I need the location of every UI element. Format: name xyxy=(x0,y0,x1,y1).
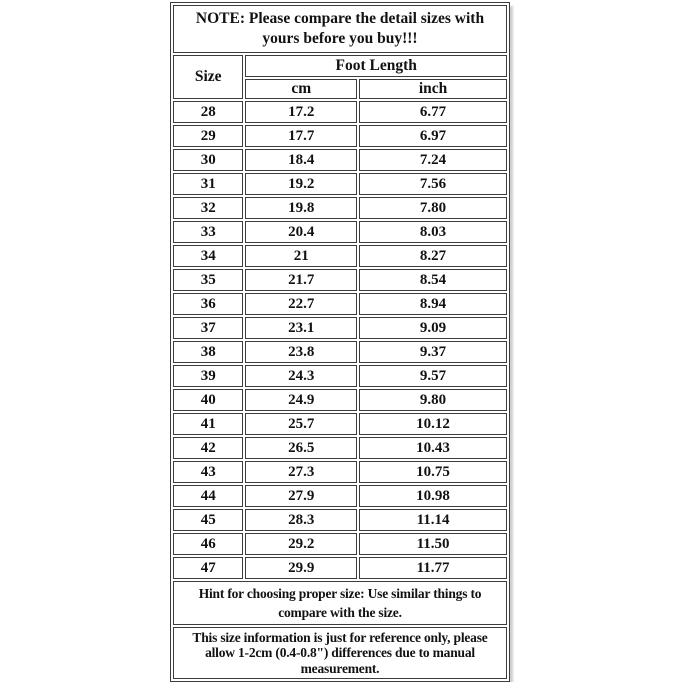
size-column-header: Size xyxy=(173,55,243,99)
size-cell: 34 xyxy=(173,245,243,267)
size-cell: 33 xyxy=(173,221,243,243)
note-row xyxy=(173,5,507,53)
table-row xyxy=(173,197,507,219)
inch-cell: 6.97 xyxy=(359,125,507,147)
header-row-main xyxy=(173,55,507,77)
size-cell: 41 xyxy=(173,413,243,435)
table-row xyxy=(173,389,507,411)
size-cell: 47 xyxy=(173,557,243,579)
size-cell: 46 xyxy=(173,533,243,555)
table-row xyxy=(173,317,507,339)
inch-cell: 7.80 xyxy=(359,197,507,219)
cm-cell: 27.3 xyxy=(245,461,357,483)
size-cell: 37 xyxy=(173,317,243,339)
cm-cell: 25.7 xyxy=(245,413,357,435)
table-row xyxy=(173,221,507,243)
cm-cell: 21.7 xyxy=(245,269,357,291)
size-cell: 36 xyxy=(173,293,243,315)
inch-cell: 10.43 xyxy=(359,437,507,459)
size-cell: 44 xyxy=(173,485,243,507)
cm-cell: 22.7 xyxy=(245,293,357,315)
inch-column-header: inch xyxy=(359,79,507,99)
table-row xyxy=(173,149,507,171)
size-cell: 35 xyxy=(173,269,243,291)
cm-cell: 23.8 xyxy=(245,341,357,363)
inch-cell: 9.80 xyxy=(359,389,507,411)
foot-length-header: Foot Length xyxy=(245,55,507,77)
size-cell: 43 xyxy=(173,461,243,483)
cm-cell: 24.9 xyxy=(245,389,357,411)
disclaimer-text: This size information is just for reference only, please allow 1-2cm (0.4-0.8") differences due to manual measurement. xyxy=(173,627,507,679)
size-cell: 31 xyxy=(173,173,243,195)
cm-cell: 23.1 xyxy=(245,317,357,339)
table-row xyxy=(173,557,507,579)
disclaimer-row xyxy=(173,627,507,679)
size-cell: 38 xyxy=(173,341,243,363)
hint-row xyxy=(173,581,507,625)
table-row xyxy=(173,245,507,267)
inch-cell: 8.27 xyxy=(359,245,507,267)
table-row xyxy=(173,461,507,483)
size-cell: 32 xyxy=(173,197,243,219)
cm-cell: 19.8 xyxy=(245,197,357,219)
inch-cell: 7.56 xyxy=(359,173,507,195)
inch-cell: 10.98 xyxy=(359,485,507,507)
size-cell: 30 xyxy=(173,149,243,171)
inch-cell: 8.03 xyxy=(359,221,507,243)
inch-cell: 9.37 xyxy=(359,341,507,363)
table-row xyxy=(173,365,507,387)
cm-cell: 21 xyxy=(245,245,357,267)
table-row xyxy=(173,101,507,123)
size-cell: 39 xyxy=(173,365,243,387)
table-row xyxy=(173,341,507,363)
cm-cell: 27.9 xyxy=(245,485,357,507)
inch-cell: 8.94 xyxy=(359,293,507,315)
inch-cell: 9.57 xyxy=(359,365,507,387)
inch-cell: 8.54 xyxy=(359,269,507,291)
inch-cell: 6.77 xyxy=(359,101,507,123)
table-row xyxy=(173,533,507,555)
inch-cell: 9.09 xyxy=(359,317,507,339)
cm-cell: 17.2 xyxy=(245,101,357,123)
table-row xyxy=(173,173,507,195)
cm-cell: 18.4 xyxy=(245,149,357,171)
size-chart-table xyxy=(170,2,510,682)
table-row xyxy=(173,485,507,507)
table-row xyxy=(173,269,507,291)
cm-cell: 28.3 xyxy=(245,509,357,531)
size-cell: 42 xyxy=(173,437,243,459)
inch-cell: 11.50 xyxy=(359,533,507,555)
inch-cell: 7.24 xyxy=(359,149,507,171)
cm-column-header: cm xyxy=(245,79,357,99)
inch-cell: 10.12 xyxy=(359,413,507,435)
table-row xyxy=(173,413,507,435)
size-cell: 29 xyxy=(173,125,243,147)
table-row xyxy=(173,509,507,531)
table-row xyxy=(173,437,507,459)
cm-cell: 26.5 xyxy=(245,437,357,459)
inch-cell: 10.75 xyxy=(359,461,507,483)
hint-text: Hint for choosing proper size: Use similar things to compare with the size. xyxy=(173,581,507,625)
cm-cell: 24.3 xyxy=(245,365,357,387)
cm-cell: 17.7 xyxy=(245,125,357,147)
cm-cell: 29.2 xyxy=(245,533,357,555)
table-row xyxy=(173,293,507,315)
size-cell: 28 xyxy=(173,101,243,123)
cm-cell: 20.4 xyxy=(245,221,357,243)
inch-cell: 11.14 xyxy=(359,509,507,531)
inch-cell: 11.77 xyxy=(359,557,507,579)
cm-cell: 19.2 xyxy=(245,173,357,195)
table-row xyxy=(173,125,507,147)
cm-cell: 29.9 xyxy=(245,557,357,579)
size-cell: 45 xyxy=(173,509,243,531)
size-cell: 40 xyxy=(173,389,243,411)
note-banner: NOTE: Please compare the detail sizes with yours before you buy!!! xyxy=(173,5,507,53)
